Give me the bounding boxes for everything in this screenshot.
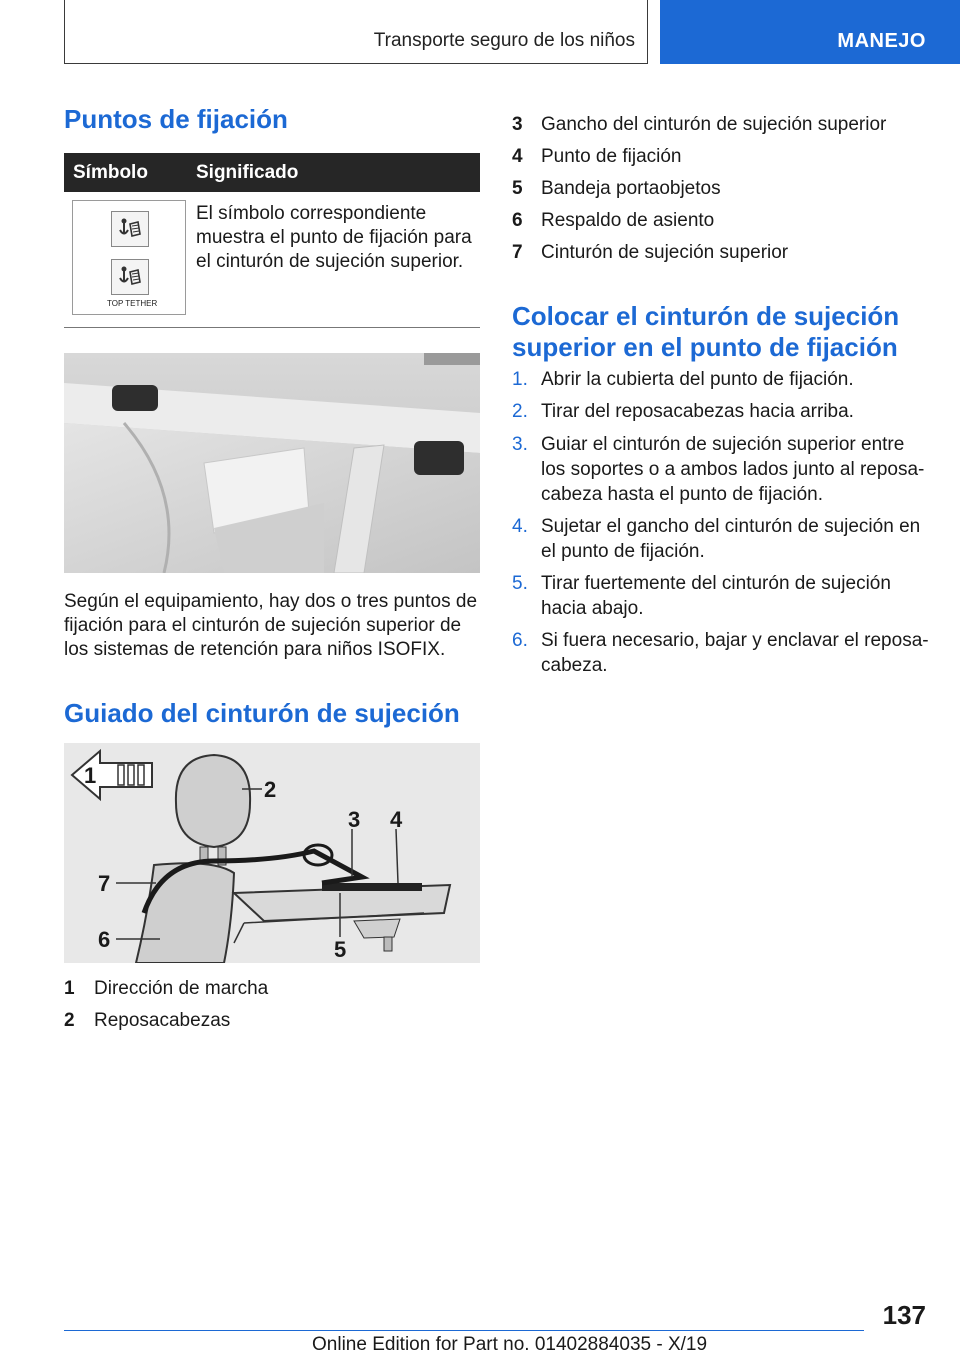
child-seat-anchor-icon (111, 211, 149, 247)
page-number: 137 (882, 1300, 926, 1330)
table-col-meaning: Significado (196, 162, 299, 183)
table-header (64, 153, 480, 192)
diagram-label-4: 4 (390, 807, 403, 832)
chapter-title: Transporte seguro de los niños (373, 30, 635, 51)
symbol-box (72, 200, 186, 315)
diagram-label-1: 1 (84, 763, 97, 788)
header-box (64, 0, 648, 64)
table-col-symbol: Símbolo (73, 162, 148, 183)
edition-text: Online Edition for Part no. 01402884035 - X/19 (312, 1334, 708, 1355)
attach-section-title-line2: superior en el punto de fijación (512, 332, 898, 362)
top-tether-icon (111, 259, 149, 295)
table-divider (64, 327, 480, 328)
anchor-paragraph: Según el equipamiento, hay dos o tres puntos de fijación para el cinturón de sujeción superior de los sistemas de retención para niños ISOFIX. (64, 591, 478, 660)
section-tab[interactable] (660, 0, 960, 64)
section-tab-label: MANEJO (837, 30, 926, 52)
rear-seat-photo (64, 353, 480, 573)
routing-section-title: Guiado del cinturón de sujeción (64, 698, 460, 728)
top-tether-icon-label: TOP TETHER (107, 299, 158, 308)
diagram-label-5: 5 (334, 937, 347, 962)
diagram-label-3: 3 (348, 807, 361, 832)
attach-section-title-line1: Colocar el cinturón de sujeción (512, 301, 900, 331)
diagram-label-6: 6 (98, 927, 111, 952)
anchor-section-title: Puntos de fijación (64, 104, 288, 134)
diagram-label-7: 7 (98, 871, 111, 896)
footer-divider (64, 1330, 864, 1331)
diagram-label-2: 2 (264, 777, 277, 802)
table-row-meaning: El símbolo correspondiente muestra el punto de fijación para el cinturón de sujeción superior. (196, 203, 472, 272)
tether-routing-diagram (64, 743, 480, 963)
